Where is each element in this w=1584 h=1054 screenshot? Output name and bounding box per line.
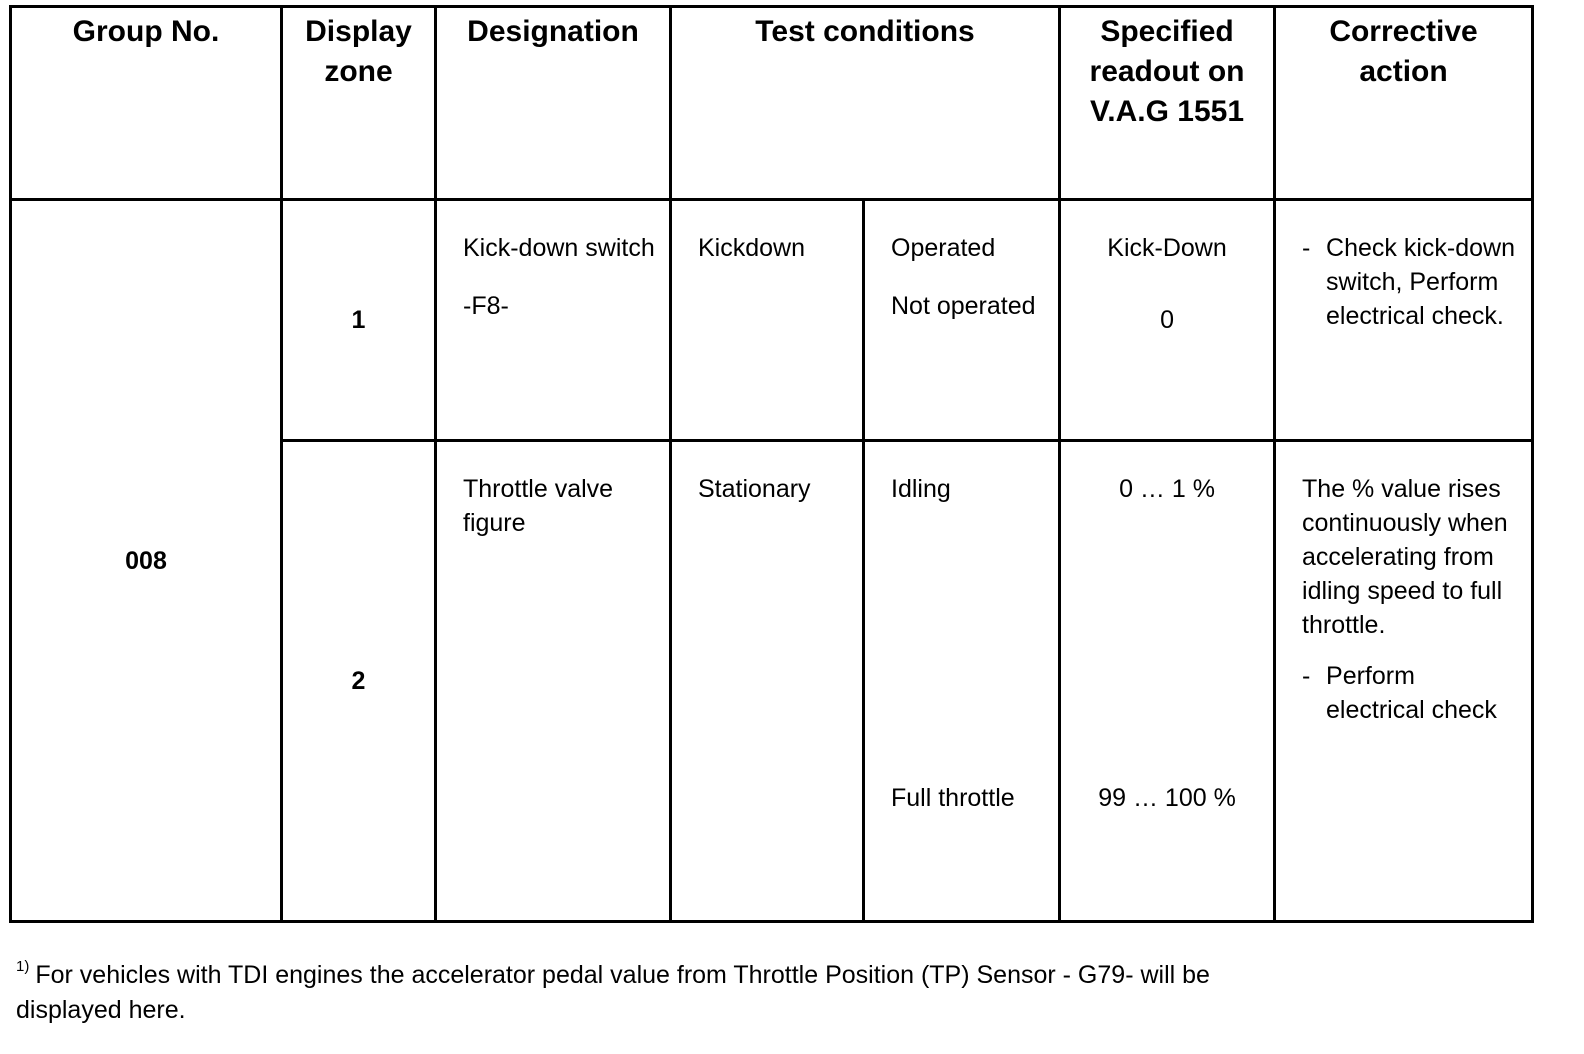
readout-idle-range: 0 … 1 % [1119, 475, 1215, 503]
designation-1-code: -F8- [463, 292, 509, 320]
header-test-conditions: Test conditions [671, 7, 1060, 200]
group-number: 008 [11, 200, 282, 922]
readout-full-range: 99 … 100 % [1098, 784, 1236, 812]
corrective-action-2 [1275, 441, 1533, 922]
header-group-no: Group No. [11, 7, 282, 200]
sub-condition-operated: Operated [891, 234, 996, 262]
header-display-zone: Display zone [282, 7, 436, 200]
designation-1 [436, 200, 671, 441]
action-dash: - [1302, 234, 1311, 262]
readout-kick-down: Kick-Down [1107, 234, 1227, 262]
action-check: Perform electrical check [1326, 662, 1497, 724]
display-zone-2: 2 [282, 441, 436, 922]
footnote-text: For vehicles with TDI engines the accelerator pedal value from Throttle Position (TP) Sensor - G79- will be displayed here. [16, 961, 1210, 1024]
corrective-action-1 [1275, 200, 1533, 441]
display-zone-1: 1 [282, 200, 436, 441]
action-dash: - [1302, 662, 1311, 690]
condition-2: Stationary [671, 441, 864, 922]
designation-2: Throttle valve figure [436, 441, 671, 922]
condition-1: Kickdown [671, 200, 864, 441]
header-specified-readout: Specified readout on V.A.G 1551 [1060, 7, 1275, 200]
readout-zero: 0 [1160, 306, 1174, 334]
sub-conditions-1 [864, 200, 1060, 441]
footnote-marker: 1) [16, 958, 30, 975]
readouts-2 [1060, 441, 1275, 922]
sub-condition-not-operated: Not operated [891, 292, 1036, 320]
header-designation: Designation [436, 7, 671, 200]
sub-condition-idling: Idling [891, 475, 951, 503]
diagnostic-table [9, 5, 1531, 923]
header-corrective-action: Corrective action [1275, 7, 1533, 200]
sub-condition-full-throttle: Full throttle [891, 784, 1015, 812]
designation-1-name: Kick-down switch [463, 234, 655, 262]
readouts-1 [1060, 200, 1275, 441]
action-text-2: The % value rises continuously when accelerating from idling speed to full throttle. [1302, 475, 1508, 639]
table-row [11, 200, 1533, 441]
footnote [16, 958, 1216, 1028]
action-text: Check kick-down switch, Perform electrical check. [1326, 234, 1515, 330]
sub-conditions-2 [864, 441, 1060, 922]
